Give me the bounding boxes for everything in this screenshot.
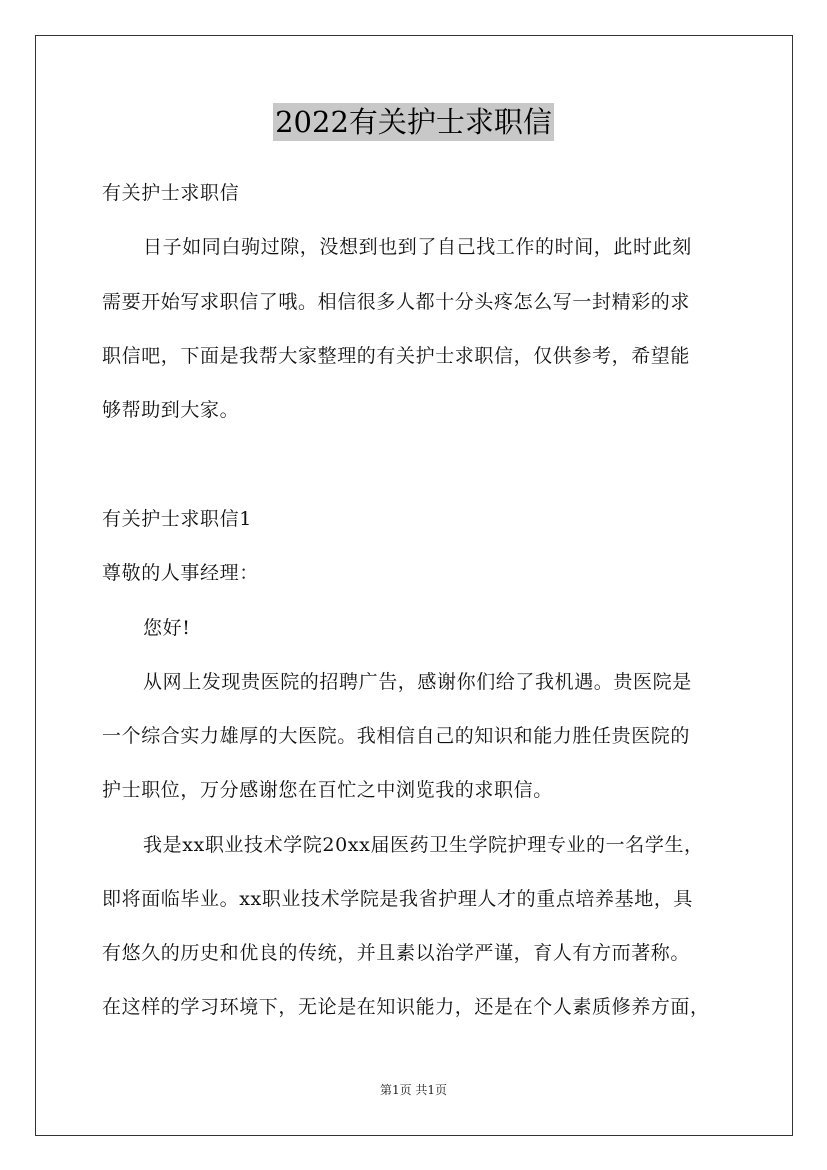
- page-footer: 第1页 共1页: [379, 1083, 448, 1097]
- greeting: 您好!: [143, 617, 191, 639]
- intro-line-3: 职信吧，下面是我帮大家整理的有关护士求职信，仅供参考，希望能: [102, 345, 691, 367]
- salutation: 尊敬的人事经理：: [102, 562, 259, 584]
- subtitle: 有关护士求职信: [102, 182, 240, 204]
- intro-line-4: 够帮助到大家。: [102, 399, 240, 421]
- paragraph1-line-3: 护士职位，万分感谢您在百忙之中浏览我的求职信。: [102, 779, 553, 801]
- paragraph1-line-1: 从网上发现贵医院的招聘广告，感谢你们给了我机遇。贵医院是: [143, 671, 692, 693]
- paragraph2-line-3: 有悠久的历史和优良的传统，并且素以治学严谨，育人有方而著称。: [102, 942, 691, 964]
- paragraph2-line-2: 即将面临毕业。xx职业技术学院是我省护理人才的重点培养基地，具: [102, 888, 694, 910]
- document-title: 2022有关护士求职信: [275, 105, 552, 139]
- paragraph1-line-2: 一个综合实力雄厚的大医院。我相信自己的知识和能力胜任贵医院的: [102, 725, 691, 747]
- letter-heading: 有关护士求职信1: [102, 508, 252, 530]
- intro-line-1: 日子如同白驹过隙，没想到也到了自己找工作的时间，此时此刻: [143, 236, 692, 258]
- paragraph2-line-4: 在这样的学习环境下，无论是在知识能力，还是在个人素质修养方面，: [102, 996, 710, 1018]
- paragraph2-line-1: 我是xx职业技术学院20xx届医药卫生学院护理专业的一名学生，: [143, 834, 704, 856]
- title-container: [0, 103, 827, 141]
- intro-line-2: 需要开始写求职信了哦。相信很多人都十分头疼怎么写一封精彩的求: [102, 291, 691, 313]
